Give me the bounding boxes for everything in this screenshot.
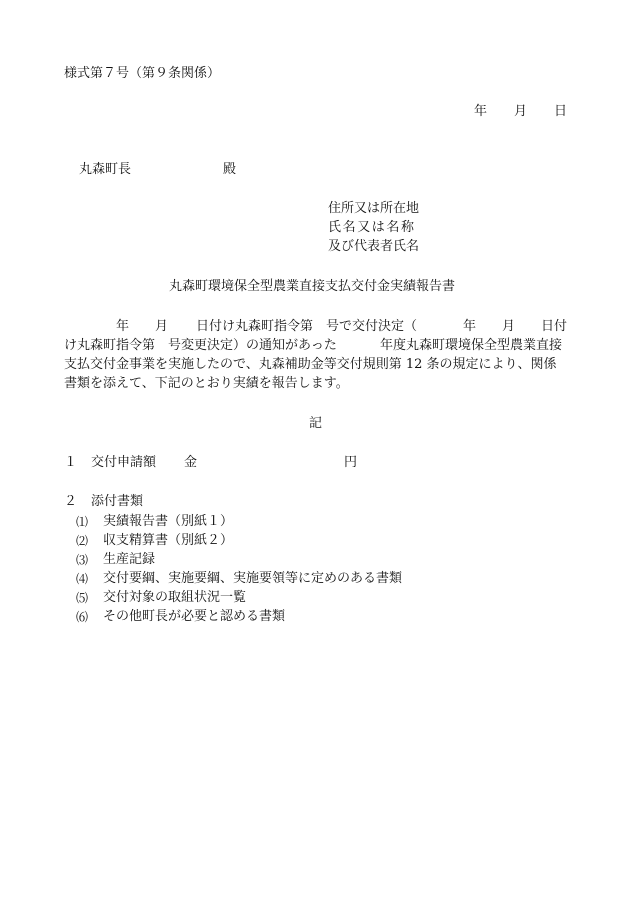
item1-kin: 金: [184, 455, 198, 470]
body-year: 年: [116, 319, 130, 334]
document-title: 丸森町環境保全型農業直接支払交付金実績報告書: [169, 279, 456, 294]
form-number: 様式第７号（第９条関係）: [64, 66, 221, 81]
body-day2: 日付: [541, 319, 568, 334]
body-month: 月: [155, 319, 169, 334]
item2-number: ２: [64, 494, 78, 509]
recipient-honorific: 殿: [223, 162, 237, 177]
body-line2-text: け丸森町指令第 号変更決定）の通知があった: [64, 338, 337, 353]
list-item-text: 交付対象の取組状況一覧: [103, 590, 247, 605]
list-item-text: その他町長が必要と認める書類: [103, 609, 286, 624]
applicant-representative-label: 及び代表者氏名: [328, 239, 420, 254]
body-line2-text2: 年度丸森町環境保全型農業直接: [380, 338, 563, 353]
date-day: 日: [554, 104, 568, 119]
ki-heading: 記: [309, 416, 323, 431]
list-item-number: ⑷: [76, 572, 89, 586]
recipient-name: 丸森町長: [79, 162, 132, 177]
list-item-number: ⑴: [76, 515, 89, 529]
item1-yen: 円: [344, 455, 358, 470]
item1-label: 交付申請額: [91, 455, 157, 470]
list-item-number: ⑸: [76, 591, 89, 605]
date-year: 年: [474, 104, 488, 119]
body-line3: 支払交付金事業を実施したので、丸森補助金等交付規則第 12 条の規定により、関係: [64, 357, 557, 372]
list-item-text: 実績報告書（別紙１）: [103, 514, 234, 529]
list-item-text: 収支精算書（別紙２）: [103, 533, 234, 548]
body-line4: 書類を添えて、下記のとおり実績を報告します。: [64, 376, 349, 391]
list-item-number: ⑵: [76, 534, 89, 548]
body-year2: 年: [463, 319, 477, 334]
list-item-text: 生産記録: [103, 552, 156, 567]
item1-number: １: [64, 455, 78, 470]
list-item-text: 交付要綱、実施要綱、実施要領等に定めのある書類: [103, 571, 403, 586]
list-item-number: ⑹: [76, 610, 89, 624]
applicant-address-label: 住所又は所在地: [328, 201, 420, 216]
body-line1-text: 日付け丸森町指令第 号で交付決定（: [196, 319, 418, 334]
applicant-name-label: 氏名又は名称: [328, 220, 416, 235]
body-month2: 月: [502, 319, 516, 334]
item2-label: 添付書類: [91, 494, 144, 509]
date-month: 月: [514, 104, 528, 119]
list-item-number: ⑶: [76, 553, 89, 567]
